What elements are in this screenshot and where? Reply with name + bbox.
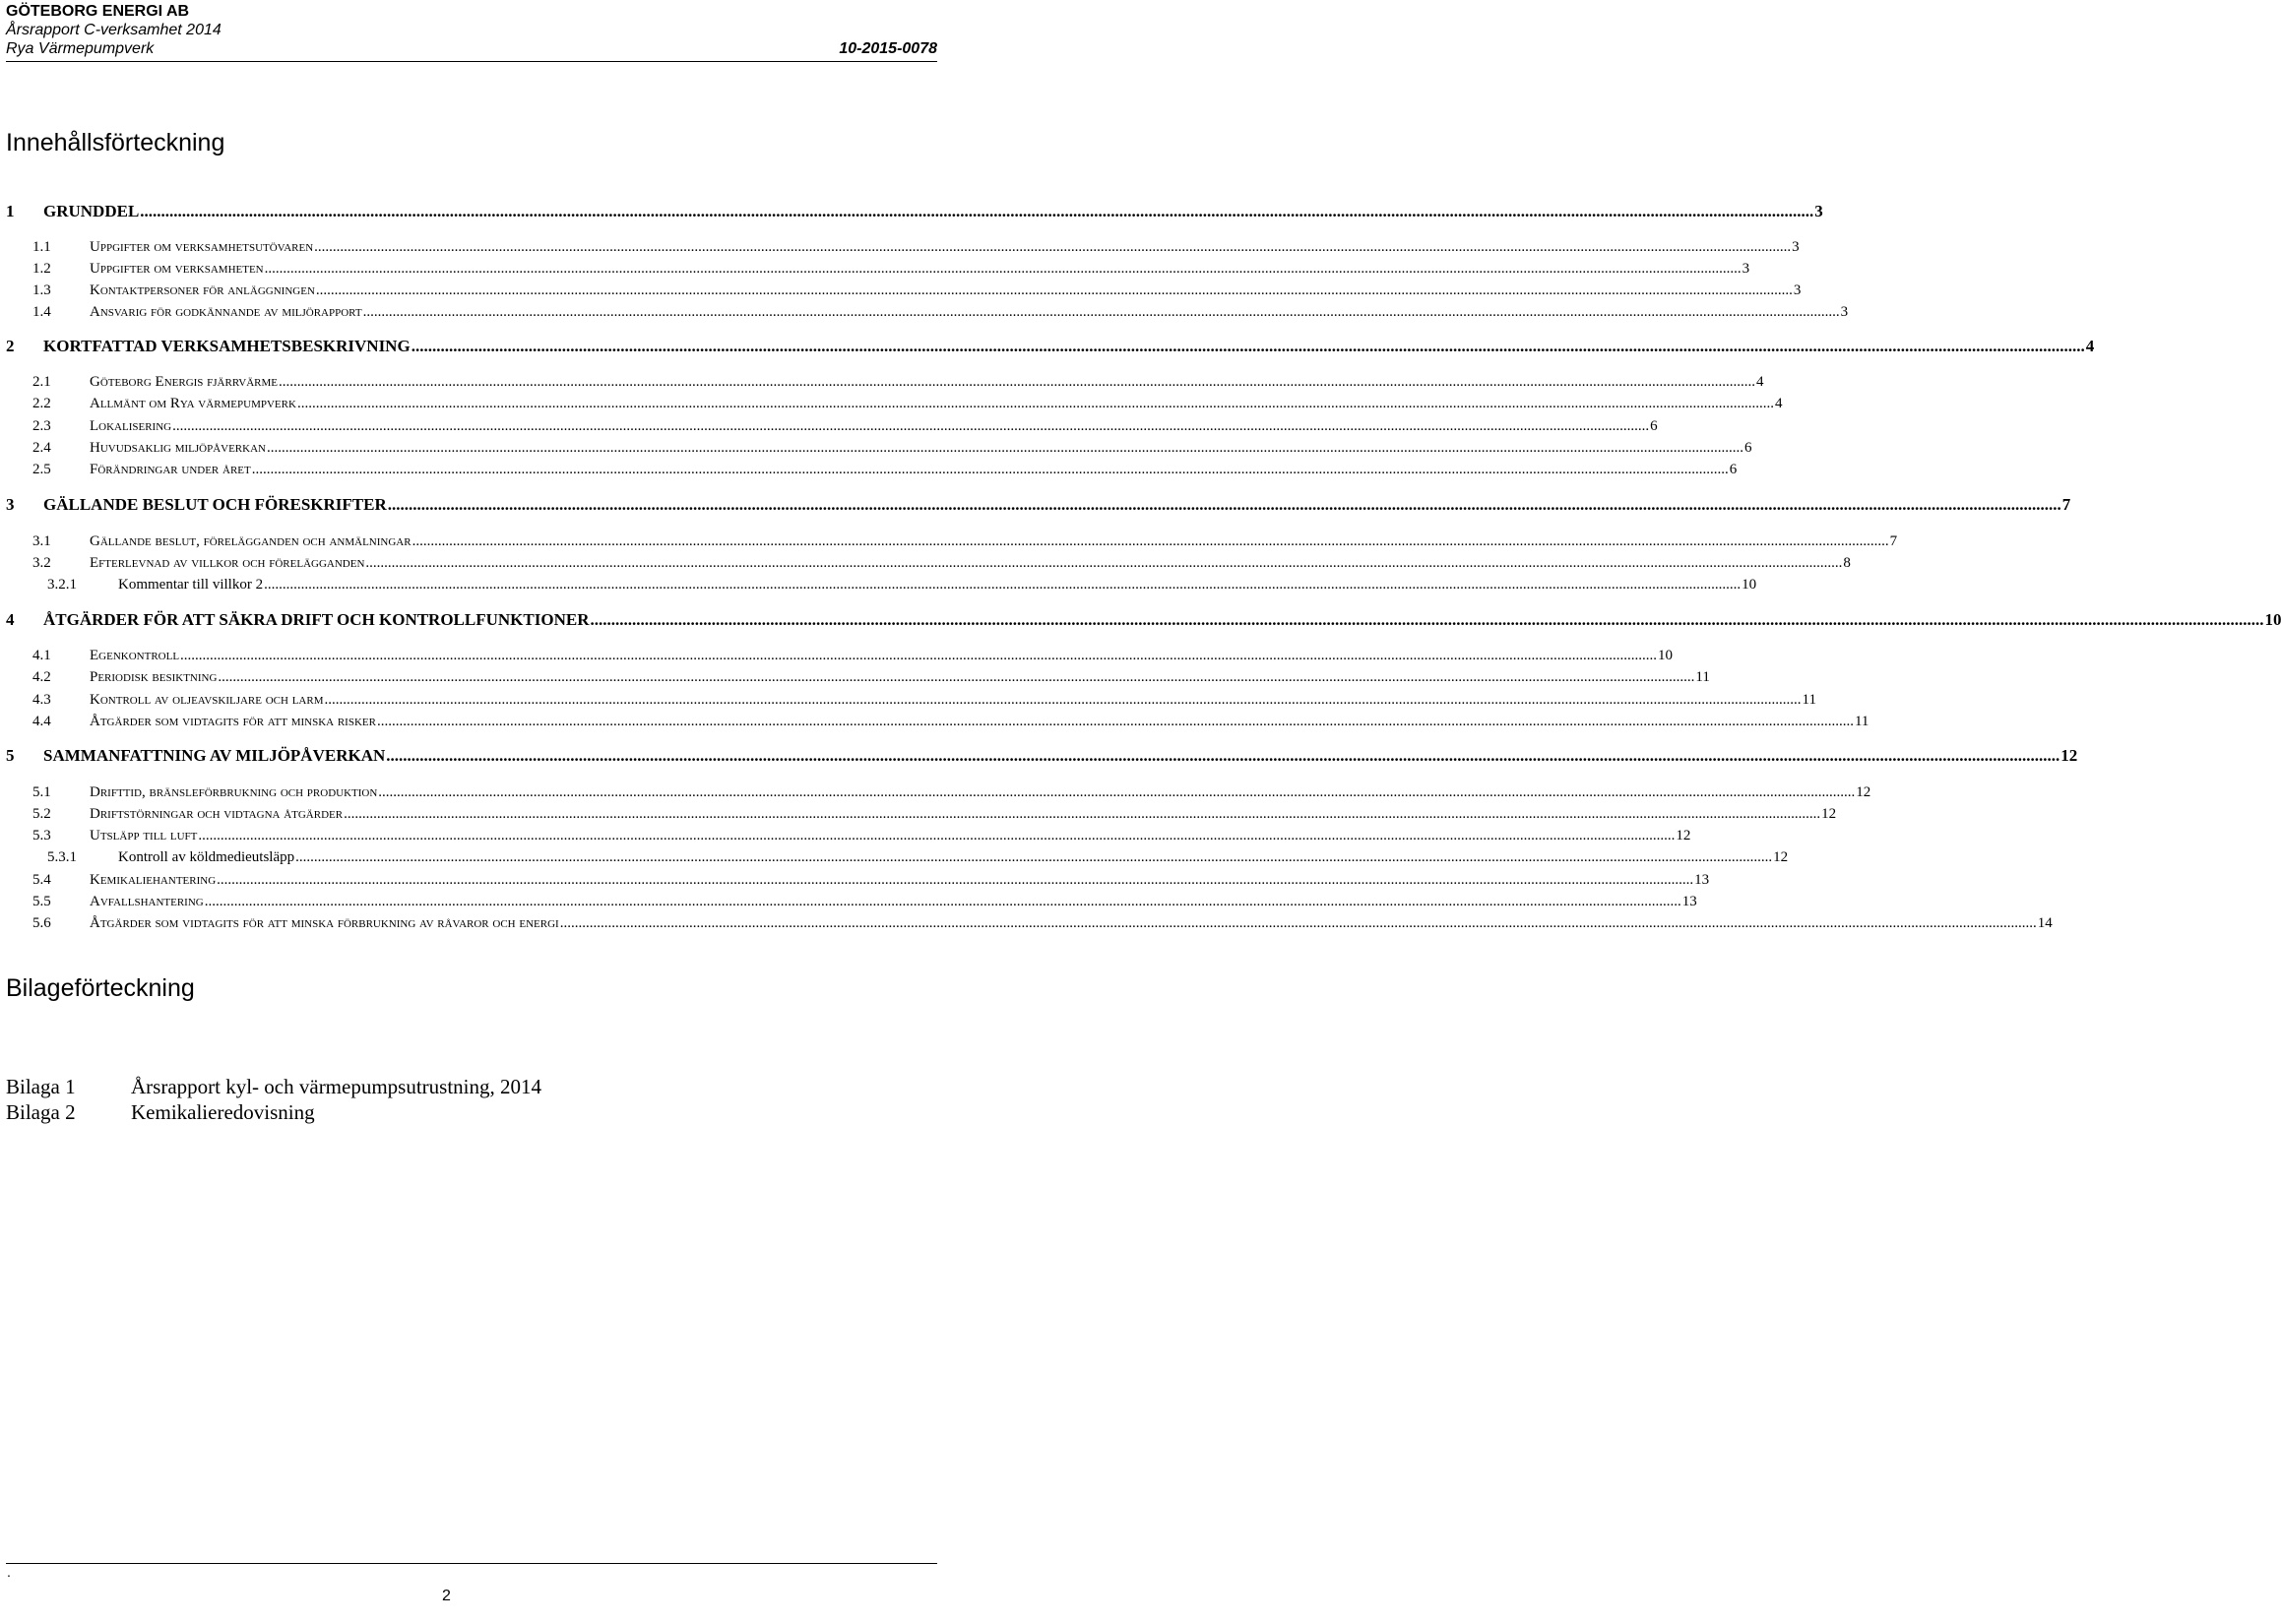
toc-entry[interactable] (0, 828, 1691, 844)
toc-entry-number: 2 (6, 337, 15, 355)
toc-entry[interactable] (0, 462, 1738, 478)
toc-entry[interactable] (0, 555, 1851, 572)
toc-entry-page: 13 (1681, 894, 1697, 909)
toc-entry-page: 3 (1793, 282, 1802, 298)
toc-entry-page: 4 (1774, 396, 1783, 411)
toc-dot-leader: ................................................................................................................................................................................................................................................................................................................................................................................................................ (296, 396, 1774, 411)
toc-entry[interactable] (0, 374, 1764, 391)
toc-dot-leader: ................................................................................................................................................................................................................................................................................................................................................................................................................ (387, 495, 2061, 514)
toc-entry-title: Utsläpp till luft (90, 828, 198, 843)
toc-entry[interactable] (0, 495, 2071, 515)
toc-dot-leader: ................................................................................................................................................................................................................................................................................................................................................................................................................ (386, 746, 2060, 765)
toc-entry-number: 2.4 (32, 440, 51, 456)
report-title: Årsrapport C-verksamhet 2014 (6, 22, 222, 38)
toc-entry-number: 5.1 (32, 784, 51, 800)
toc-entry-number: 3.2 (32, 555, 51, 571)
toc-dot-leader: ................................................................................................................................................................................................................................................................................................................................................................................................................ (295, 849, 1773, 865)
toc-entry-title: ÅTGÄRDER FÖR ATT SÄKRA DRIFT OCH KONTROLLFUNKTIONER (43, 610, 590, 629)
page-header (6, 2, 937, 58)
toc-entry-number: 5.2 (32, 806, 51, 822)
company-name: GÖTEBORG ENERGI AB (6, 3, 190, 20)
toc-entry[interactable] (0, 806, 1837, 823)
toc-entry-page: 12 (2060, 746, 2078, 765)
toc-entry-number: 3.2.1 (47, 577, 77, 593)
toc-entry-page: 11 (1802, 692, 1816, 708)
toc-entry[interactable] (0, 784, 1871, 801)
toc-entry[interactable] (0, 894, 1697, 910)
toc-dot-leader: ................................................................................................................................................................................................................................................................................................................................................................................................................ (590, 610, 2264, 629)
toc-entry-number: 1.1 (32, 239, 51, 255)
toc-entry-title: Drifttid, bränsleförbrukning och produktion (90, 784, 378, 800)
appendix-title: Kemikalieredovisning (131, 1100, 315, 1124)
toc-entry-title: Gällande beslut, förelägganden och anmälningar (90, 533, 412, 549)
toc-entry-title: Kemikaliehantering (90, 872, 217, 888)
toc-entry-title: KORTFATTAD VERKSAMHETSBESKRIVNING (43, 337, 411, 355)
toc-entry[interactable] (0, 648, 1674, 664)
toc-entry-page: 10 (1658, 648, 1674, 663)
toc-entry-number: 4 (6, 610, 15, 629)
toc-dot-leader: ................................................................................................................................................................................................................................................................................................................................................................................................................ (376, 714, 1854, 729)
toc-entry-page: 12 (1856, 784, 1871, 800)
toc-entry-page: 11 (1854, 714, 1869, 729)
toc-entry[interactable] (0, 440, 1752, 457)
toc-entry-page: 3 (1792, 239, 1800, 255)
toc-entry-title: GRUNDDEL (43, 202, 140, 220)
header-divider (6, 61, 937, 62)
toc-entry-number: 5.4 (32, 872, 51, 888)
toc-dot-leader: ................................................................................................................................................................................................................................................................................................................................................................................................................ (172, 418, 1650, 434)
toc-entry-number: 3 (6, 495, 15, 514)
toc-entry-page: 14 (2037, 915, 2053, 931)
header-row (6, 39, 937, 58)
toc-entry-title: Egenkontroll (90, 648, 180, 663)
toc-entry[interactable] (0, 849, 1789, 866)
toc-entry[interactable] (0, 746, 2078, 766)
toc-entry[interactable] (0, 282, 1802, 299)
toc-dot-leader: ................................................................................................................................................................................................................................................................................................................................................................................................................ (180, 648, 1658, 663)
toc-dot-leader: ................................................................................................................................................................................................................................................................................................................................................................................................................ (344, 806, 1821, 822)
toc-dot-leader: ................................................................................................................................................................................................................................................................................................................................................................................................................ (251, 462, 1729, 477)
toc-entry-number: 1.4 (32, 304, 51, 320)
toc-dot-leader: ................................................................................................................................................................................................................................................................................................................................................................................................................ (204, 894, 1681, 909)
toc-dot-leader: ................................................................................................................................................................................................................................................................................................................................................................................................................ (264, 261, 1742, 277)
toc-entry-title: Lokalisering (90, 418, 172, 434)
toc-dot-leader: ................................................................................................................................................................................................................................................................................................................................................................................................................ (324, 692, 1802, 708)
toc-entry-number: 5.3.1 (47, 849, 77, 865)
toc-entry-page: 7 (1889, 533, 1898, 549)
toc-entry-number: 5.6 (32, 915, 51, 931)
toc-entry-number: 4.3 (32, 692, 51, 708)
appendix-label: Bilaga 2 (6, 1100, 76, 1124)
toc-entry-title: Förändringar under året (90, 462, 251, 477)
toc-entry-title: Kontaktpersoner för anläggningen (90, 282, 315, 298)
toc-entry[interactable] (0, 337, 2095, 356)
toc-dot-leader: ................................................................................................................................................................................................................................................................................................................................................................................................................ (266, 440, 1743, 456)
toc-entry-title: Uppgifter om verksamheten (90, 261, 264, 277)
appendix-item (6, 1100, 315, 1125)
toc-entry-page: 10 (2264, 610, 2281, 629)
toc-entry-number: 2.2 (32, 396, 51, 411)
toc-entry-page: 3 (1742, 261, 1750, 277)
appendix-title: Årsrapport kyl- och värmepumpsutrustning, 2014 (131, 1075, 542, 1098)
toc-dot-leader: ................................................................................................................................................................................................................................................................................................................................................................................................................ (559, 915, 2037, 931)
toc-dot-leader: ................................................................................................................................................................................................................................................................................................................................................................................................................ (378, 784, 1856, 800)
toc-entry-title: SAMMANFATTNING AV MILJÖPÅVERKAN (43, 746, 386, 765)
plant-name: Rya Värmepumpverk (6, 40, 155, 57)
toc-heading: Innehållsförteckning (6, 129, 225, 156)
document-number: 10-2015-0078 (839, 40, 937, 57)
toc-entry-title: Efterlevnad av villkor och förelägganden (90, 555, 365, 571)
toc-entry[interactable] (0, 692, 1816, 709)
toc-entry-page: 8 (1843, 555, 1851, 571)
toc-entry-title: Ansvarig för godkännande av miljörapport (90, 304, 362, 320)
toc-entry[interactable] (0, 669, 1710, 686)
toc-dot-leader: ................................................................................................................................................................................................................................................................................................................................................................................................................ (315, 282, 1793, 298)
toc-dot-leader: ................................................................................................................................................................................................................................................................................................................................................................................................................ (217, 872, 1694, 888)
toc-entry-page: 11 (1695, 669, 1710, 685)
toc-entry-number: 4.2 (32, 669, 51, 685)
toc-dot-leader: ................................................................................................................................................................................................................................................................................................................................................................................................................ (362, 304, 1840, 320)
toc-entry-title: Göteborg Energis fjärrvärme (90, 374, 279, 390)
toc-entry[interactable] (0, 418, 1658, 435)
toc-entry-page: 10 (1742, 577, 1757, 593)
toc-dot-leader: ................................................................................................................................................................................................................................................................................................................................................................................................................ (365, 555, 1843, 571)
toc-entry-title: Kommentar till villkor 2 (118, 577, 264, 593)
toc-entry-page: 6 (1743, 440, 1752, 456)
toc-entry-page: 12 (1821, 806, 1837, 822)
toc-entry-title: Avfallshantering (90, 894, 204, 909)
toc-entry-page: 13 (1694, 872, 1710, 888)
toc-entry-title: Allmänt om Rya värmepumpverk (90, 396, 296, 411)
toc-dot-leader: ................................................................................................................................................................................................................................................................................................................................................................................................................ (411, 337, 2085, 355)
appendix-heading: Bilageförteckning (6, 974, 195, 1002)
toc-dot-leader: ................................................................................................................................................................................................................................................................................................................................................................................................................ (198, 828, 1676, 843)
toc-dot-leader: ................................................................................................................................................................................................................................................................................................................................................................................................................ (279, 374, 1756, 390)
toc-entry-number: 4.1 (32, 648, 51, 663)
toc-entry-page: 12 (1773, 849, 1789, 865)
toc-dot-leader: ................................................................................................................................................................................................................................................................................................................................................................................................................ (314, 239, 1792, 255)
toc-entry-number: 4.4 (32, 714, 51, 729)
toc-dot-leader: ................................................................................................................................................................................................................................................................................................................................................................................................................ (412, 533, 1889, 549)
toc-entry[interactable] (0, 396, 1783, 412)
toc-entry-title: Åtgärder som vidtagits för att minska risker (90, 714, 376, 729)
toc-entry[interactable] (0, 872, 1710, 889)
toc-dot-leader: ................................................................................................................................................................................................................................................................................................................................................................................................................ (218, 669, 1695, 685)
toc-entry-page: 6 (1650, 418, 1658, 434)
toc-entry-title: GÄLLANDE BESLUT OCH FÖRESKRIFTER (43, 495, 387, 514)
toc-dot-leader: ................................................................................................................................................................................................................................................................................................................................................................................................................ (264, 577, 1742, 593)
toc-entry-title: Åtgärder som vidtagits för att minska förbrukning av råvaror och energi (90, 915, 559, 931)
toc-entry-page: 12 (1676, 828, 1691, 843)
toc-entry-number: 1.3 (32, 282, 51, 298)
toc-entry[interactable] (0, 915, 2053, 932)
toc-entry-title: Kontroll av oljeavskiljare och larm (90, 692, 324, 708)
toc-entry-page: 6 (1729, 462, 1738, 477)
toc-entry-number: 2.3 (32, 418, 51, 434)
toc-entry[interactable] (0, 239, 1800, 256)
toc-entry-number: 2.5 (32, 462, 51, 477)
toc-entry-number: 3.1 (32, 533, 51, 549)
toc-entry[interactable] (0, 261, 1750, 278)
toc-entry-page: 4 (1756, 374, 1764, 390)
toc-entry-number: 1 (6, 202, 15, 220)
toc-entry-number: 2.1 (32, 374, 51, 390)
toc-entry[interactable] (0, 577, 1757, 593)
toc-entry[interactable] (0, 714, 1869, 730)
toc-entry-page: 7 (2061, 495, 2071, 514)
toc-entry-title: Driftstörningar och vidtagna åtgärder (90, 806, 344, 822)
toc-entry[interactable] (0, 533, 1898, 550)
toc-dot-leader: ................................................................................................................................................................................................................................................................................................................................................................................................................ (140, 202, 1814, 220)
toc-entry-number: 1.2 (32, 261, 51, 277)
toc-entry-number: 5.3 (32, 828, 51, 843)
toc-entry-page: 3 (1814, 202, 1823, 220)
footer-mark: . (7, 1564, 11, 1580)
footer-divider (6, 1563, 937, 1564)
toc-entry-title: Kontroll av köldmedieutsläpp (118, 849, 295, 865)
toc-entry[interactable] (0, 202, 1823, 221)
toc-entry-number: 5 (6, 746, 15, 765)
toc-entry-page: 4 (2085, 337, 2095, 355)
toc-entry-number: 5.5 (32, 894, 51, 909)
appendix-label: Bilaga 1 (6, 1075, 76, 1098)
toc-entry[interactable] (0, 304, 1849, 321)
toc-entry-title: Huvudsaklig miljöpåverkan (90, 440, 266, 456)
toc-entry-page: 3 (1840, 304, 1849, 320)
page-number: 2 (442, 1588, 451, 1604)
toc-entry-title: Periodisk besiktning (90, 669, 218, 685)
toc-entry-title: Uppgifter om verksamhetsutövaren (90, 239, 314, 255)
toc-entry[interactable] (0, 610, 2281, 630)
appendix-item (6, 1075, 541, 1099)
